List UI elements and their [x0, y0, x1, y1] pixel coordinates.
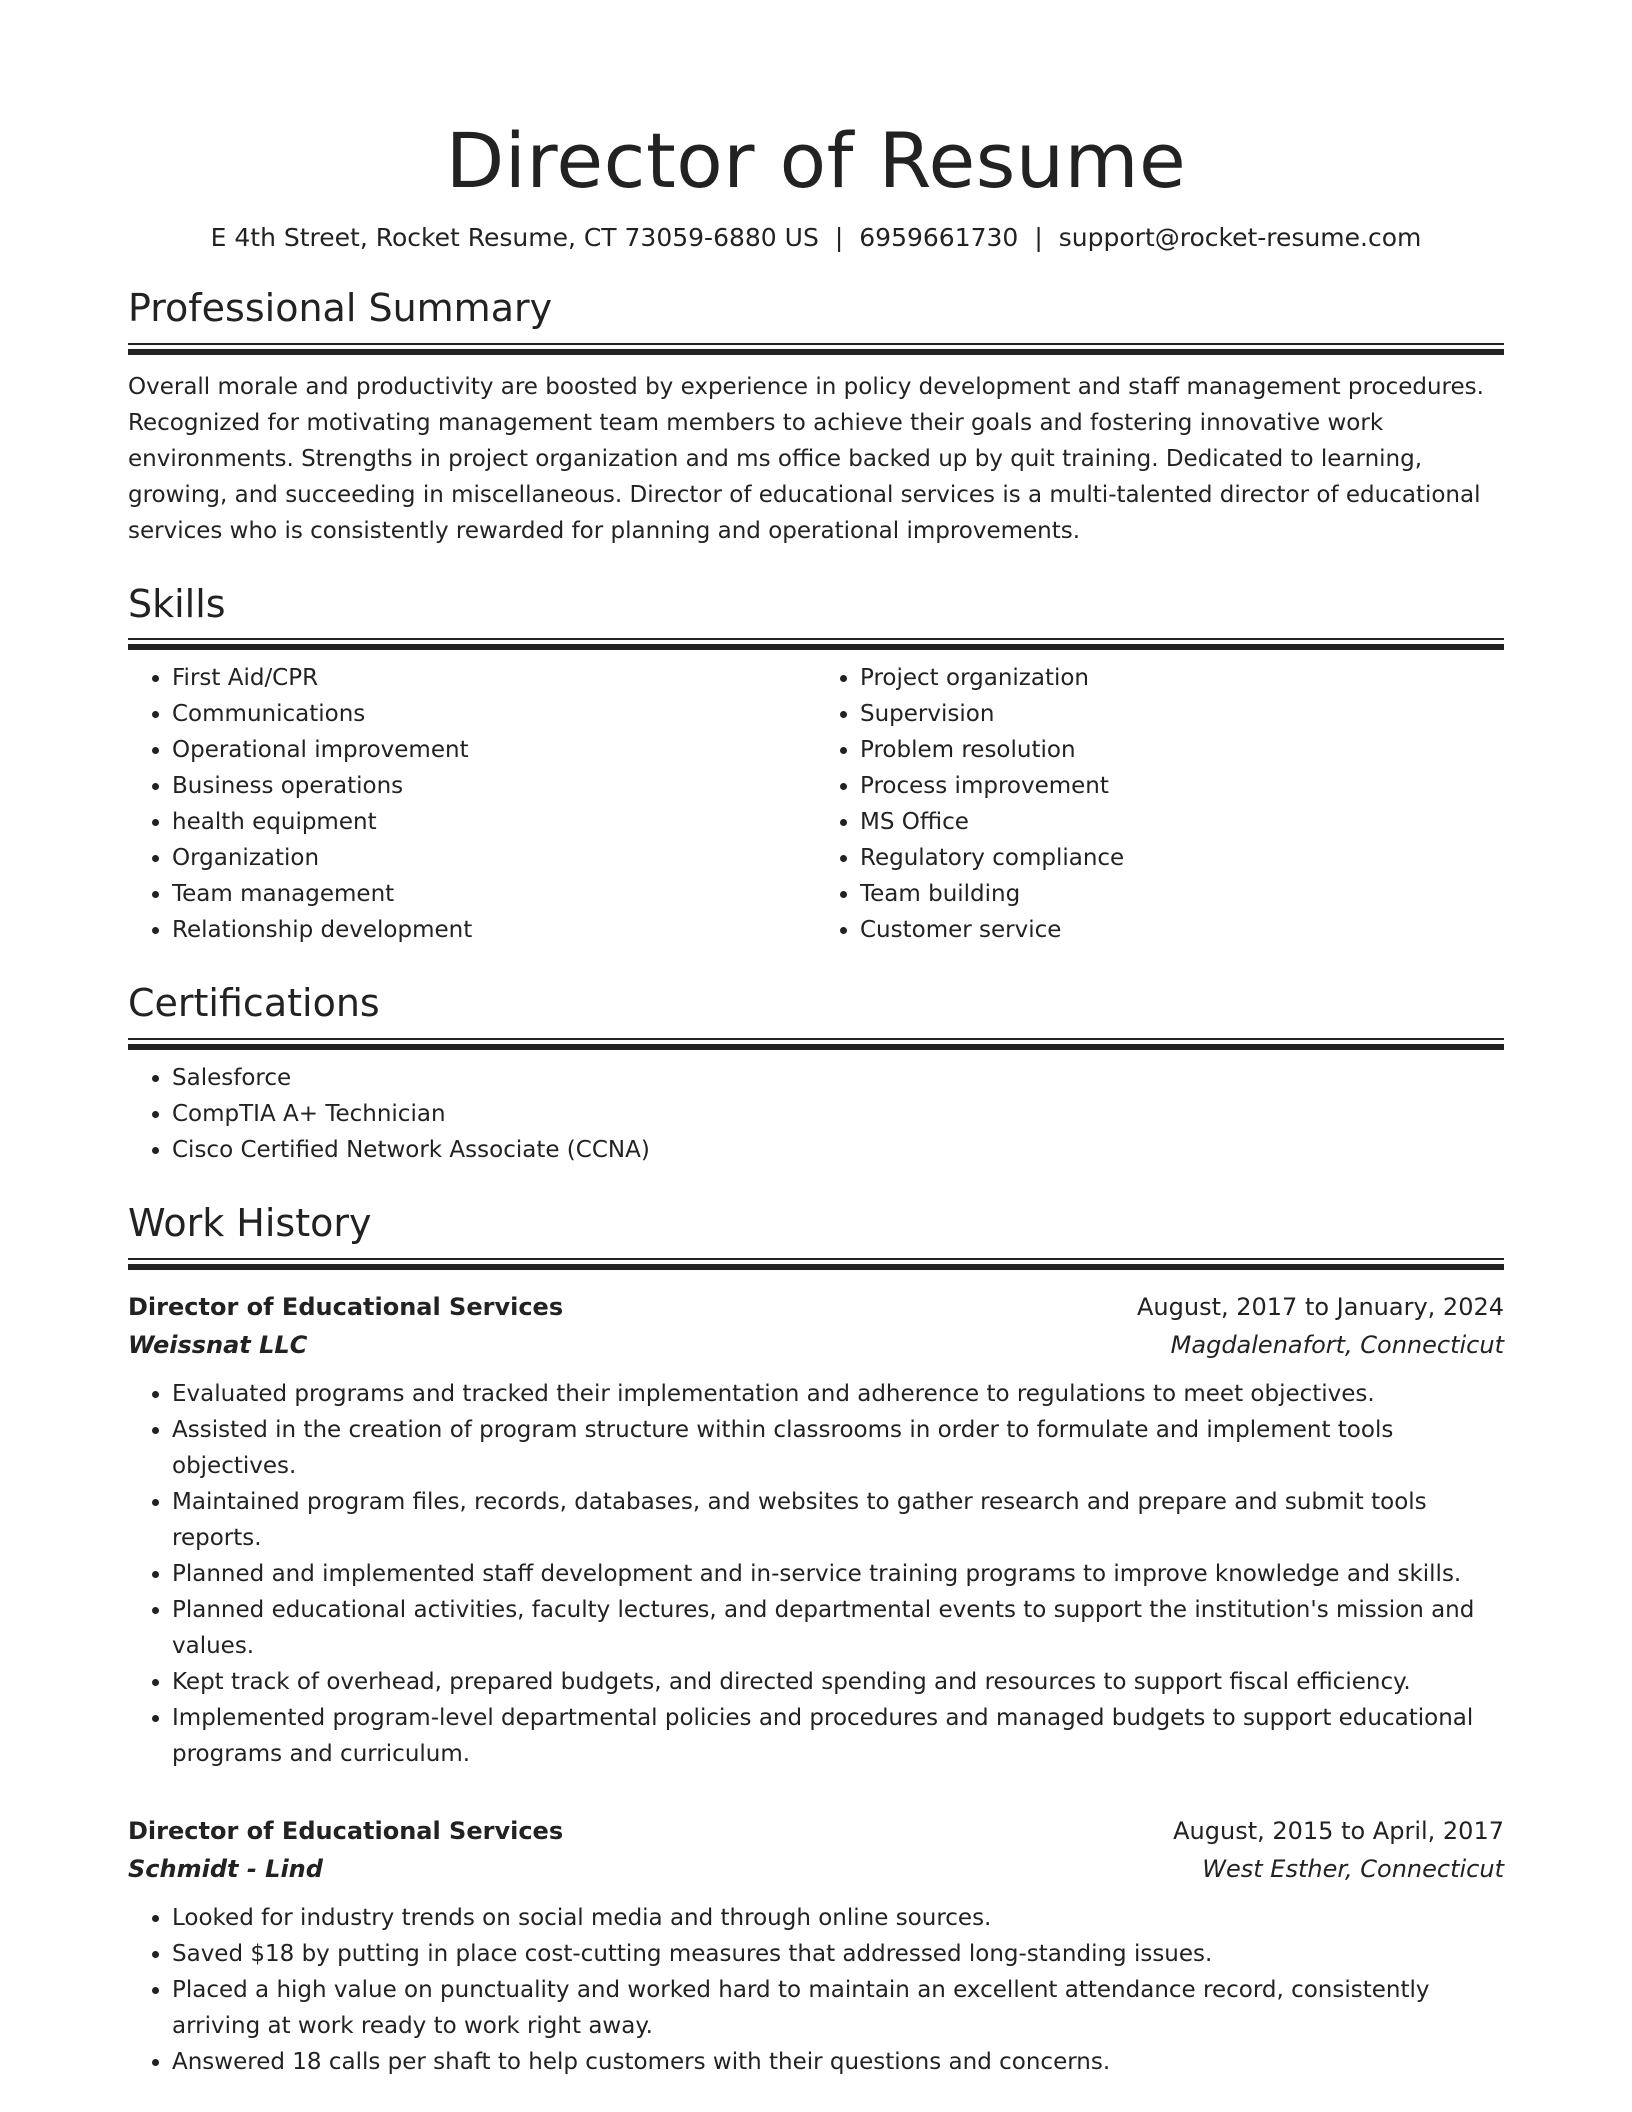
job-dates: August, 2015 to April, 2017 [1173, 1816, 1504, 1845]
job-bullet: • Assisted in the creation of program structure within classrooms in order to formulate and implement tools objectives. [172, 1412, 1504, 1484]
job-bullets [128, 1900, 1504, 2080]
skill-item: • Relationship development [172, 912, 816, 948]
certification-item: • Cisco Certified Network Associate (CCNA) [172, 1132, 1504, 1168]
contact-address: E 4th Street, Rocket Resume, CT 73059-6880 US [210, 223, 819, 253]
skill-item: • First Aid/CPR [172, 660, 816, 696]
section-certifications [128, 982, 1504, 1168]
job-title: Director of Educational Services [128, 1816, 564, 1845]
skill-item: • health equipment [172, 804, 816, 840]
section-skills [128, 583, 1504, 949]
job-bullets [128, 1376, 1504, 1772]
job-location: Magdalenafort, Connecticut [1170, 1330, 1504, 1359]
job-header-row [128, 1812, 1504, 1850]
skills-list-left [128, 660, 816, 948]
skill-item: • Communications [172, 696, 816, 732]
certifications-list [128, 1060, 1504, 1168]
job-title: Director of Educational Services [128, 1292, 564, 1321]
skill-item: • Business operations [172, 768, 816, 804]
job-bullet: • Maintained program files, records, databases, and websites to gather research and prepare and submit tools reports. [172, 1484, 1504, 1556]
job-subheader-row [128, 1326, 1504, 1364]
job-bullet: • Planned and implemented staff development and in-service training programs to improve knowledge and skills. [172, 1556, 1504, 1592]
section-divider [128, 638, 1504, 650]
skill-item: • MS Office [860, 804, 1504, 840]
job-dates: August, 2017 to January, 2024 [1137, 1292, 1504, 1321]
skills-list-right [816, 660, 1504, 948]
resume-title: Director of Resume [445, 116, 1187, 205]
section-divider [128, 343, 1504, 355]
skills-grid [128, 650, 1504, 948]
skill-item: • Team management [172, 876, 816, 912]
contact-phone: 6959661730 [859, 223, 1019, 253]
contact-separator: | [834, 223, 844, 253]
job-location: West Esther, Connecticut [1202, 1854, 1504, 1883]
section-title: Certifications [128, 981, 380, 1026]
job-bullet: • Kept track of overhead, prepared budgets, and directed spending and resources to support fiscal efficiency. [172, 1664, 1504, 1700]
section-divider [128, 1258, 1504, 1270]
job-bullet: • Planned educational activities, faculty lectures, and departmental events to support the institution's mission and values. [172, 1592, 1504, 1664]
skill-item: • Supervision [860, 696, 1504, 732]
section-divider [128, 1038, 1504, 1050]
job-company: Weissnat LLC [128, 1330, 308, 1359]
job-bullet: • Placed a high value on punctuality and worked hard to maintain an excellent attendance record, consistently arriving at work ready to work right away. [172, 1972, 1504, 2044]
job-entry [128, 1288, 1504, 1772]
job-bullet: • Saved $18 by putting in place cost-cutting measures that addressed long-standing issues. [172, 1936, 1504, 1972]
section-title: Work History [128, 1201, 372, 1246]
job-company: Schmidt - Lind [128, 1854, 323, 1883]
skill-item: • Operational improvement [172, 732, 816, 768]
job-subheader-row [128, 1850, 1504, 1888]
skill-item: • Project organization [860, 660, 1504, 696]
section-title: Skills [128, 581, 226, 626]
contact-line [128, 223, 1504, 253]
summary-text: Overall morale and productivity are boosted by experience in policy development and staff management procedures. Recognized for motivating management team members to achieve their goals and fostering innovative work environments. Strengths in project organization and ms office backed up by quit training. Dedicated to learning, growing, and succeeding in miscellaneous. Director of educational services is a multi-talented director of educational services who is consistently rewarded for planning and operational improvements. [128, 373, 1484, 544]
contact-email: support@rocket-resume.com [1058, 223, 1422, 253]
certification-item: • CompTIA A+ Technician [172, 1096, 1504, 1132]
skill-item: • Process improvement [860, 768, 1504, 804]
section-work-history [128, 1202, 1504, 2080]
job-bullet: • Answered 18 calls per shaft to help customers with their questions and concerns. [172, 2044, 1504, 2080]
skill-item: • Regulatory compliance [860, 840, 1504, 876]
job-bullet: • Evaluated programs and tracked their implementation and adherence to regulations to meet objectives. [172, 1376, 1504, 1412]
job-header-row [128, 1288, 1504, 1326]
skill-item: • Problem resolution [860, 732, 1504, 768]
job-bullet: • Implemented program-level departmental policies and procedures and managed budgets to support educational programs and curriculum. [172, 1700, 1504, 1772]
section-title: Professional Summary [128, 286, 553, 331]
certification-item: • Salesforce [172, 1060, 1504, 1096]
skill-item: • Customer service [860, 912, 1504, 948]
job-bullet: • Looked for industry trends on social media and through online sources. [172, 1900, 1504, 1936]
contact-separator: | [1034, 223, 1043, 253]
skill-item: • Organization [172, 840, 816, 876]
job-entry [128, 1812, 1504, 2080]
skill-item: • Team building [860, 876, 1504, 912]
resume-page [128, 0, 1504, 2080]
section-professional-summary [128, 287, 1504, 549]
